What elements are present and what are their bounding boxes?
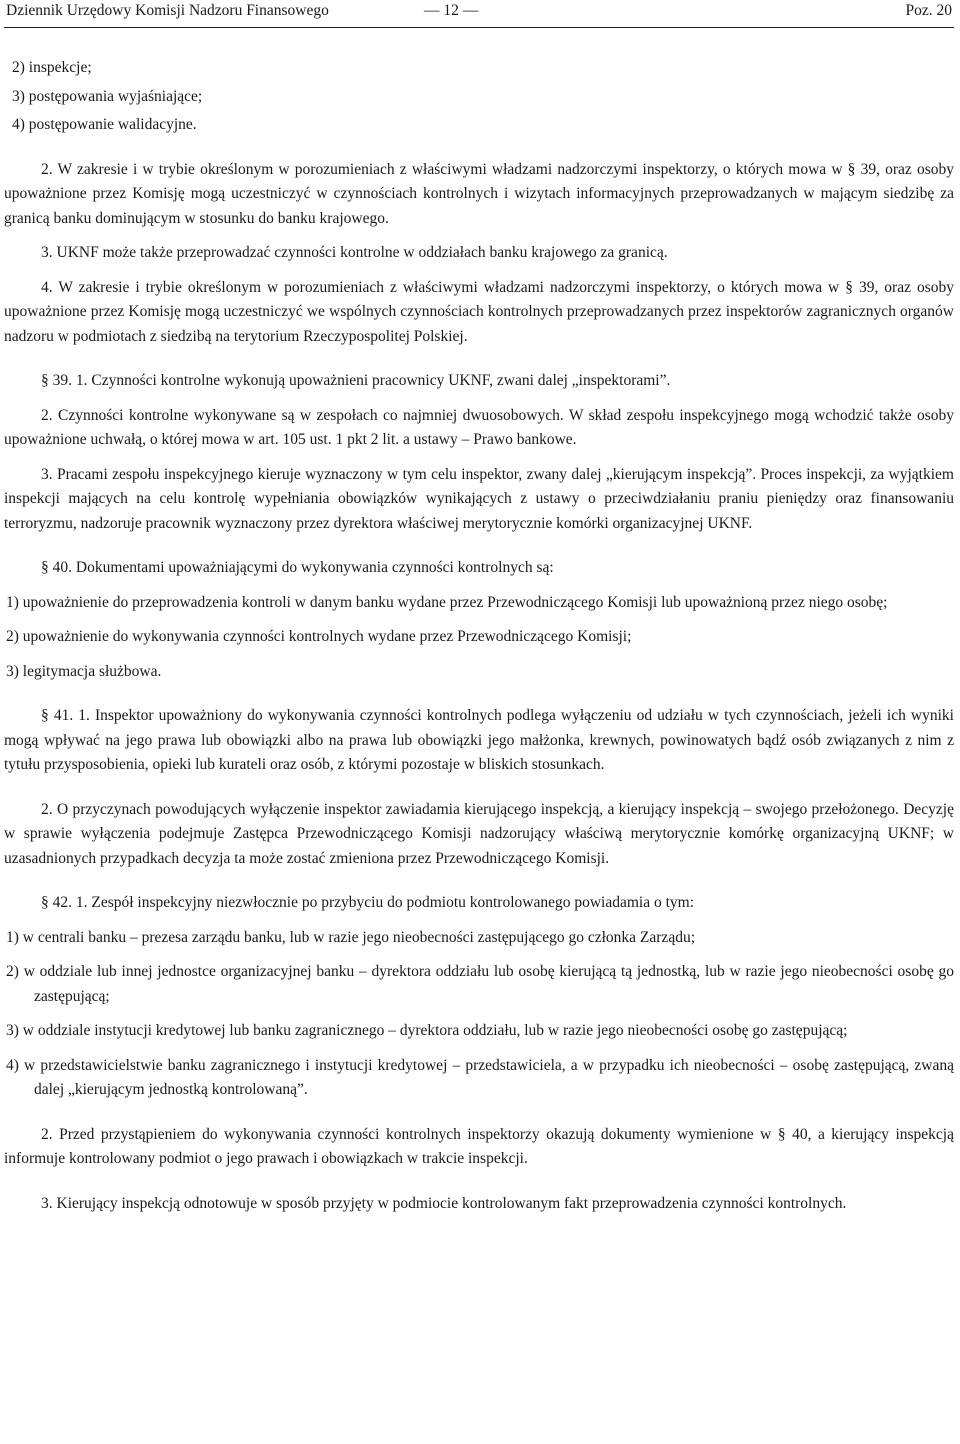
- paragraph: 4. W zakresie i trybie określonym w porozumieniach z właściwymi władzami nadzorczymi inspektorzy, o których mowa w § 39, oraz osoby upoważnione przez Komisję mogą uczestniczyć we wspólnych czynnościach kontrolnych przeprowadzanych przez inspektorów zagranicznych organów nadzoru w podmiotach z siedzibą na terytorium Rzeczypospolitej Polskiej.: [4, 278, 954, 345]
- paragraph: 3. Kierujący inspekcją odnotowuje w sposób przyjęty w podmiocie kontrolowanym fakt przeprowadzenia czynności kontrolnych.: [41, 1194, 847, 1212]
- journal-title: Dziennik Urzędowy Komisji Nadzoru Finansowego: [6, 2, 329, 19]
- list-item: 3) legitymacja służbowa.: [6, 662, 162, 680]
- page-header: [4, 0, 954, 28]
- section-41: § 41. 1. Inspektor upoważniony do wykonywania czynności kontrolnych podlega wyłączeniu od udziału w tych czynnościach, jeżeli ich wyniki mogą wpływać na jego prawa lub obowiązki albo na prawa lub obowiązki jego małżonka, krewnych, powinowatych bądź osób związanych z nim z tytułu przysposobienia, opieki lub kurateli oraz osób, z którymi pozostaje w bliskich stosunkach.: [4, 707, 954, 773]
- section-42: § 42. 1. Zespół inspekcyjny niezwłocznie po przybyciu do podmiotu kontrolowanego powiadamia o tym:: [41, 894, 695, 911]
- list-item: 4) postępowanie walidacyjne.: [12, 116, 197, 133]
- section-40: § 40. Dokumentami upoważniającymi do wykonywania czynności kontrolnych są:: [41, 559, 554, 576]
- paragraph: 2. W zakresie i w trybie określonym w porozumieniach z właściwymi władzami nadzorczymi inspektorzy, o których mowa w § 39, oraz osoby upoważnione przez Komisję mogą uczestniczyć w czynnościach kontrolnych i wizytach informacyjnych przeprowadzanych w mającym siedzibę za granicą banku dominującym w stosunku do banku krajowego.: [4, 160, 954, 227]
- list-item: 1) upoważnienie do przeprowadzenia kontroli w danym banku wydane przez Przewodniczącego Komisji lub upoważnioną przez niego osobę;: [6, 593, 888, 611]
- position-number: Poz. 20: [905, 2, 952, 19]
- paragraph: 2. Czynności kontrolne wykonywane są w zespołach co najmniej dwuosobowych. W skład zespołu inspekcyjnego mogą wchodzić także osoby upoważnione uchwałą, o której mowa w art. 105 ust. 1 pkt 2 lit. a ustawy – Prawo bankowe.: [4, 406, 954, 448]
- list-item: 1) w centrali banku – prezesa zarządu banku, lub w razie jego nieobecności zastępującego go członka Zarządu;: [6, 928, 696, 946]
- paragraph: 2. Przed przystąpieniem do wykonywania czynności kontrolnych inspektorzy okazują dokumenty wymienione w § 40, a kierujący inspekcją informuje kontrolowany podmiot o jego prawach i obowiązkach w trakcie inspekcji.: [4, 1125, 954, 1167]
- list-item: 3) w oddziale instytucji kredytowej lub banku zagranicznego – dyrektora oddziału, lub w razie jego nieobecności osobę go zastępującą;: [6, 1022, 848, 1039]
- document-body: [4, 28, 954, 1216]
- list-item: 2) w oddziale lub innej jednostce organizacyjnej banku – dyrektora oddziału lub osobę kierującą tą jednostką, lub w razie jego nieobecności osobę go zastępującą;: [6, 963, 954, 1005]
- list-item: 3) postępowania wyjaśniające;: [12, 87, 203, 105]
- paragraph: 3. UKNF może także przeprowadzać czynności kontrolne w oddziałach banku krajowego za granicą.: [41, 244, 668, 261]
- list-item: 2) inspekcje;: [12, 59, 92, 76]
- list-item: 2) upoważnienie do wykonywania czynności kontrolnych wydane przez Przewodniczącego Komisji;: [6, 628, 632, 645]
- section-39: § 39. 1. Czynności kontrolne wykonują upoważnieni pracownicy UKNF, zwani dalej „inspektorami”.: [41, 372, 671, 389]
- paragraph: 2. O przyczynach powodujących wyłączenie inspektor zawiadamia kierującego inspekcją, a kierujący inspekcją – swojego przełożonego. Decyzję w sprawie wyłączenia podejmuje Zastępca Przewodniczącego Komisji nadzorujący właściwą merytorycznie komórkę organizacyjną UKNF; w uzasadnionych przypadkach decyzja ta może zostać zmieniona przez Przewodniczącego Komisji.: [4, 800, 954, 867]
- paragraph: 3. Pracami zespołu inspekcyjnego kieruje wyznaczony w tym celu inspektor, zwany dalej „kierującym inspekcją”. Proces inspekcji, za wyjątkiem inspekcji mających na celu kontrolę wypełniania obowiązków wynikających z ustawy o przeciwdziałaniu praniu pieniędzy oraz finansowaniu terroryzmu, nadzoruje pracownik wyznaczony przez dyrektora właściwej merytorycznie komórki organizacyjnej UKNF.: [4, 465, 954, 532]
- page-number: — 12 —: [424, 2, 479, 19]
- list-item: 4) w przedstawicielstwie banku zagranicznego i instytucji kredytowej – przedstawiciela, a w przypadku ich nieobecności – osobę zastępującą, zwaną dalej „kierującym jednostką kontrolowaną”.: [6, 1056, 954, 1098]
